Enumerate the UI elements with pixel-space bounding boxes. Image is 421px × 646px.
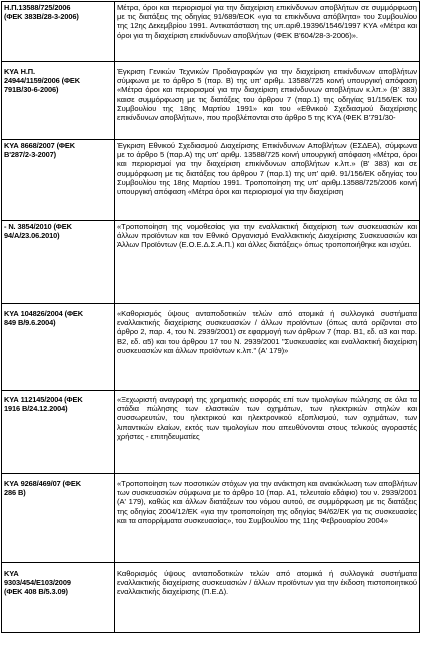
reference-cell [2, 304, 115, 391]
description-text: Έγκριση Γενικών Τεχνικών Προδιαγραφών για την διαχείριση επικίνδυνων αποβλήτων σύμφωνα με το άρθρο 5 (παρ. Β) της υπ' αριθμ. 13588/725 κοινή υπουργική απόφαση «Μέτρα όροι και περιορισμοί για την διαχείριση επικίνδυνων αποβλήτων κ.λπ.» (Β' 383) καισε συμμόρφωση με τις διατάξεις του άρθρου 7 (παρ.1) της οδηγίας 91/156/ΕΚ του Συμβουλίου της 18ης Μαρτίου 1991» και του «Εθνικού Σχεδιασμού διαχείρισης επικίνδυνων αποβλήτων», που προβλέπονται στο άρθρο 5 της ΚΥΑ (ΦΕΚ Β'791/30- [117, 67, 417, 123]
description-cell [115, 2, 420, 62]
description-text: Μέτρα, όροι και περιορισμοί για την διαχείριση επικίνδυνων αποβλήτων σε συμμόρφωση με τις διατάξεις της οδηγίας 91/689/ΕΟΚ «για τα επικίνδυνα απόβλητα» του Συμβουλίου της 12ης Δεκεμβρίου 1991. Αντικατάσταση της υπ.αριθ.19396/1546/1997 ΚΥΑ «Μέτρα και όροι για τη διαχείριση επικίνδυνων αποβλήτων (ΦΕΚ Β'604/28-3-2006)». [117, 3, 417, 40]
reference-line: Β'287/2-3-2007) [4, 150, 57, 160]
description-text: Καθορισμός ύψους ανταποδοτικών τελών από ατομικά ή συλλογικά συστήματα εναλλακτικής διαχείρισης συσκευασιών / άλλων προϊόντων για την έκδοση πιστοποιητικού εναλλακτικής διαχείρισης (Π.Ε.Δ). [117, 569, 417, 597]
description-text: «Τροποποίηση της νομοθεσίας για την εναλλακτική διαχείριση των συσκευασιών και άλλων προϊόντων και τον Εθνικό Οργανισμό Εναλλακτικής Διαχείρισης Συσκευασιών και Άλλων Προϊόντων (Ε.Ο.Ε.Δ.Σ.Α.Π.) και άλλες διατάξεις» όπως τροποποιήθηκε και ισχύει. [117, 222, 417, 250]
legislation-table [1, 1, 420, 633]
reference-cell [2, 140, 115, 221]
table-row [2, 2, 420, 62]
description-text: «Καθορισμός ύψους ανταποδοτικών τελών από ατομικά ή συλλογικά συστήματα εναλλακτικής διαχείρισης συσκευασιών / άλλων προϊόντων (όπως αυτά ορίζονται στο άρθρο 2, παρ. 4, του Ν. 2939/2001) σε εφαρμογή των άρθρων 7 (παρ. Β1, εδ. α3 και παρ. Β2, εδ. α5) και του άρθρου 17 του Ν. 2939/2001 "Συσκευασίες και εναλλακτική διαχείριση συσκευασιών και άλλων προϊόντων κ.λπ." (Α' 179)» [117, 309, 417, 355]
description-cell [115, 221, 420, 304]
reference-line: ΚΥΑ 112145/2004 (ΦΕΚ [4, 395, 83, 404]
reference-line: 94/Α/23.06.2010) [4, 231, 60, 241]
reference-cell [2, 563, 115, 633]
reference-cell [2, 62, 115, 140]
reference-line: ΚΥΑ 9268/469/07 (ΦΕΚ [4, 479, 81, 488]
description-text: «Ξεχωριστή αναγραφή της χρηματικής εισφοράς επί των τιμολογίων πώλησης σε όλα τα στάδια πώλησης των ελαστικών των οχημάτων, των ηλεκτρικών στηλών και συσσωρευτών, του ηλεκτρικού και ηλεκτρονικού εξοπλισμού, των οχημάτων, των λιπαντικών ελαίων, εκτός των τιμολογίων που απευθύνονται στους τελικούς αγοραστές χρήστες - επιτηδευματίες [117, 395, 417, 441]
description-cell [115, 140, 420, 221]
description-cell [115, 474, 420, 563]
table-row [2, 304, 420, 391]
reference-cell [2, 2, 115, 62]
reference-line: 1916 Β/24.12.2004) [4, 404, 68, 414]
reference-line: 286 Β) [4, 488, 26, 498]
description-text: «Τροποποίηση των ποσοτικών στόχων για την ανάκτηση και ανακύκλωση των αποβλήτων των συσκευασιών σύμφωνα με το άρθρο 10 (παρ. Α1, τελευταίο εδάφιο) του ν. 2939/2001 (Α' 179), καθώς και άλλων διατάξεων του νόμου αυτού, σε συμμόρφωση με τις διατάξεις της οδηγίας 2004/12/ΕΚ «για την τροποποίηση της οδηγίας 94/62/ΕΚ για τις συσκευασίες και τα απορρίμματα συσκευασίας», του Συμβουλίου της 11ης Φεβρουαρίου 2004» [117, 479, 417, 525]
description-cell [115, 563, 420, 633]
table-row [2, 391, 420, 474]
reference-line: (ΦΕΚ 383Β/28-3-2006) [4, 12, 79, 22]
table-row [2, 563, 420, 633]
reference-line: - Ν. 3854/2010 (ΦΕΚ [4, 222, 72, 231]
reference-cell [2, 391, 115, 474]
reference-line: ΚΥΑ Η.Π. [4, 67, 35, 76]
reference-line: ΚΥΑ 8668/2007 (ΦΕΚ [4, 141, 75, 150]
table-row [2, 62, 420, 140]
table-row [2, 221, 420, 304]
reference-line: (ΦΕΚ 408 Β/5.3.09) [4, 587, 68, 597]
table-row [2, 474, 420, 563]
description-text: Έγκριση Εθνικού Σχεδιασμού Διαχείρισης Επικίνδυνων Αποβλήτων (ΕΣΔΕΑ), σύμφωνα με το άρθρο 5 (παρ.Α) της υπ' αριθμ. 13588/725 κοινή υπουργική απόφαση «Μέτρα, όροι και περιορισμοί για την διαχείριση επικίνδυνων αποβλήτων κ.λπ.» (Β' 383) και σε συμμόρφωση με τις διατάξεις του άρθρου 7 (παρ.1) της υπ' αριθ. 91/156/ΕΚ οδηγίας του Συμβουλίου της 18ης Μαρτίου 1991. Τροποποίηση της υπ' αριθμ.13588/725/2006 κοινή υπουργική απόφαση «Μέτρα όροι και περιορισμοί για την διαχείριση [117, 141, 417, 197]
reference-line: ΚΥΑ 104826/2004 (ΦΕΚ [4, 309, 83, 318]
reference-line: ΚΥΑ [4, 569, 19, 578]
table-row [2, 140, 420, 221]
reference-line: 791Β/30-6-2006) [4, 85, 59, 95]
description-cell [115, 391, 420, 474]
description-cell [115, 62, 420, 140]
reference-line: 24944/1159/2006 (ΦΕΚ [4, 76, 80, 86]
reference-cell [2, 474, 115, 563]
reference-line: 9303/454/Ε103/2009 [4, 578, 71, 588]
reference-cell [2, 221, 115, 304]
reference-line: 849 Β/9.6.2004) [4, 318, 56, 328]
reference-line: Η.Π.13588/725/2006 [4, 3, 71, 12]
description-cell [115, 304, 420, 391]
